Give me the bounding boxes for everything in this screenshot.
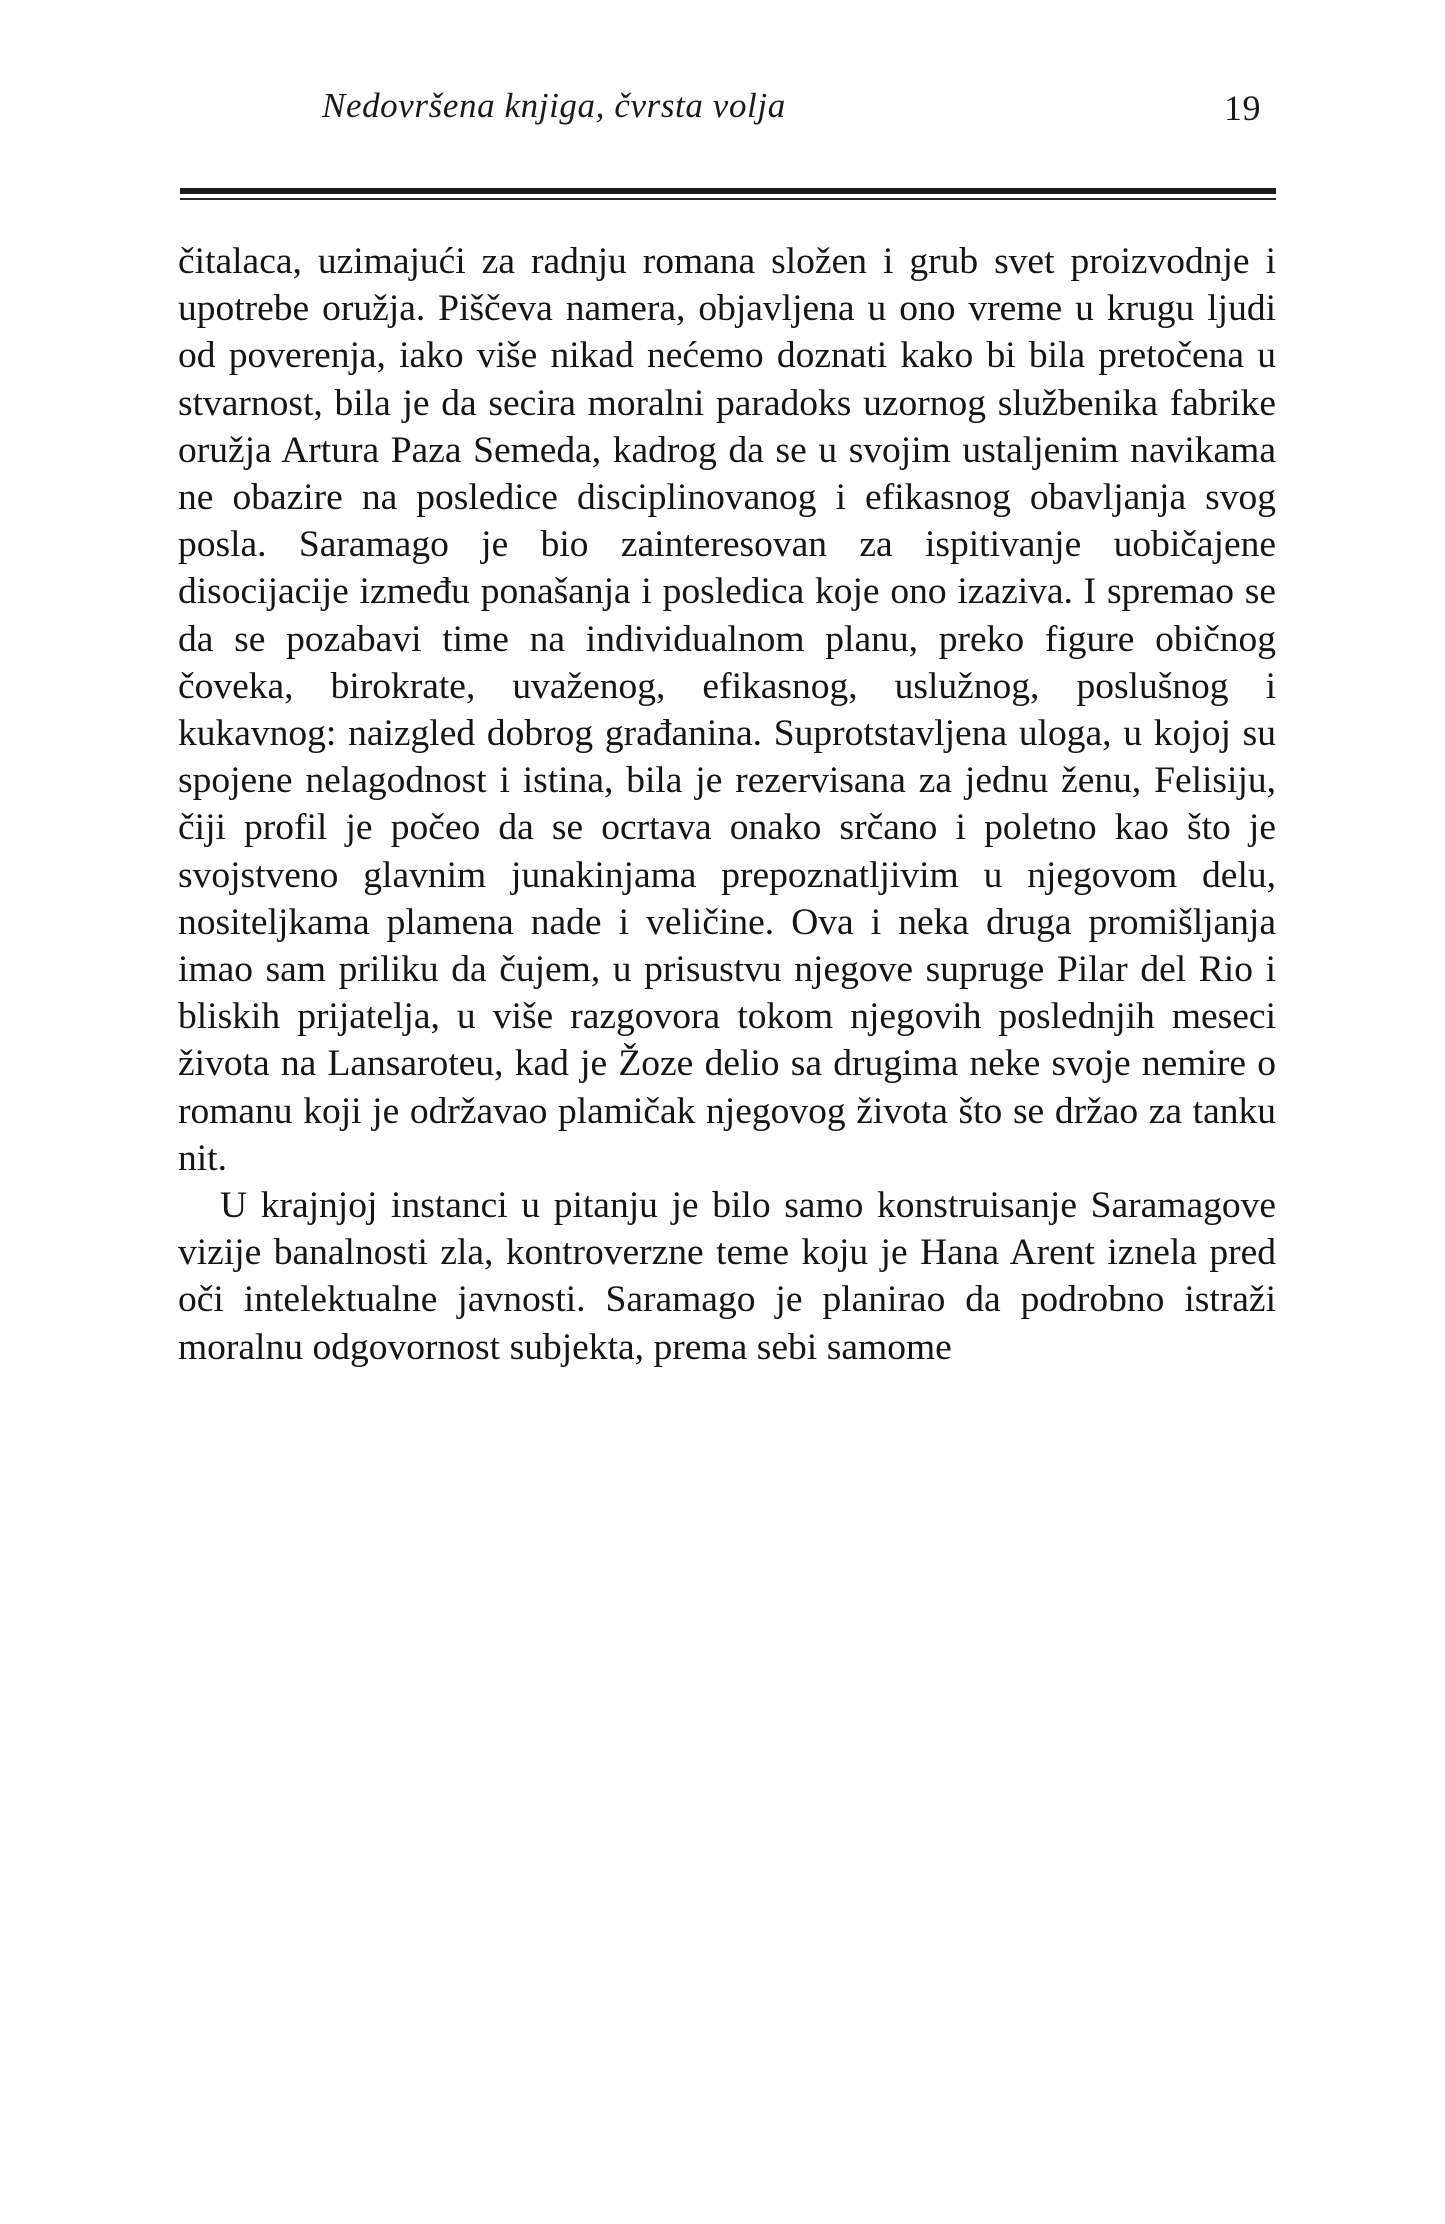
body-text-column xyxy=(178,238,1276,1371)
paragraph-continued: čitalaca, uzimajući za radnju romana složen i grub svet proizvodnje i upotrebe oružja. Piščeva namera, objavljena u ono vreme u krugu ljudi od poverenja, iako više nikad nećemo doznati kako bi bila pretočena u stvarnost, bila je da secira moralni paradoks uzornog službenika fabrike oružja Artura Paza Semeda, kadrog da se u svojim ustaljenim navikama ne obazire na posledice disciplinovanog i efikasnog obavljanja svog posla. Saramago je bio zainteresovan za ispitivanje uobičajene disocijacije između ponašanja i posledica koje ono izaziva. I spremao se da se pozabavi time na individualnom planu, preko figure običnog čoveka, birokrate, uvaženog, efikasnog, uslužnog, poslušnog i kukavnog: naizgled dobrog građanina. Suprotstavljena uloga, u kojoj su spojene nelagodnost i istina, bila je rezervisana za jednu ženu, Felisiju, čiji profil je počeo da se ocrtava onako srčano i poletno kao što je svojstveno glavnim junakinjama prepoznatljivim u njegovom delu, nositeljkama plamena nade i veličine. Ova i neka druga promišljanja imao sam priliku da čujem, u prisustvu njegove supruge Pilar del Rio i bliskih prijatelja, u više razgovora tokom njegovih poslednjih meseci života na Lansaroteu, kad je Žoze delio sa drugima neke svoje nemire o romanu koji je održavao plamičak njegovog života što se držao za tanku nit. xyxy=(178,241,1276,1179)
running-head-title: Nedovršena knjiga, čvrsta volja xyxy=(322,86,786,125)
header-double-rule xyxy=(180,188,1276,200)
rule-thin xyxy=(180,198,1276,200)
paragraph-new: U krajnjoj instanci u pitanju je bilo samo konstruisanje Saramagove vizije banalnosti zla, kontroverzne teme koju je Hana Arent iznela pred oči intelektualne javnosti. Saramago je planirao da podrobno istraži moralnu odgovornost subjekta, prema sebi samome xyxy=(178,1185,1276,1368)
running-head xyxy=(180,86,1275,138)
page-number: 19 xyxy=(1224,88,1261,128)
